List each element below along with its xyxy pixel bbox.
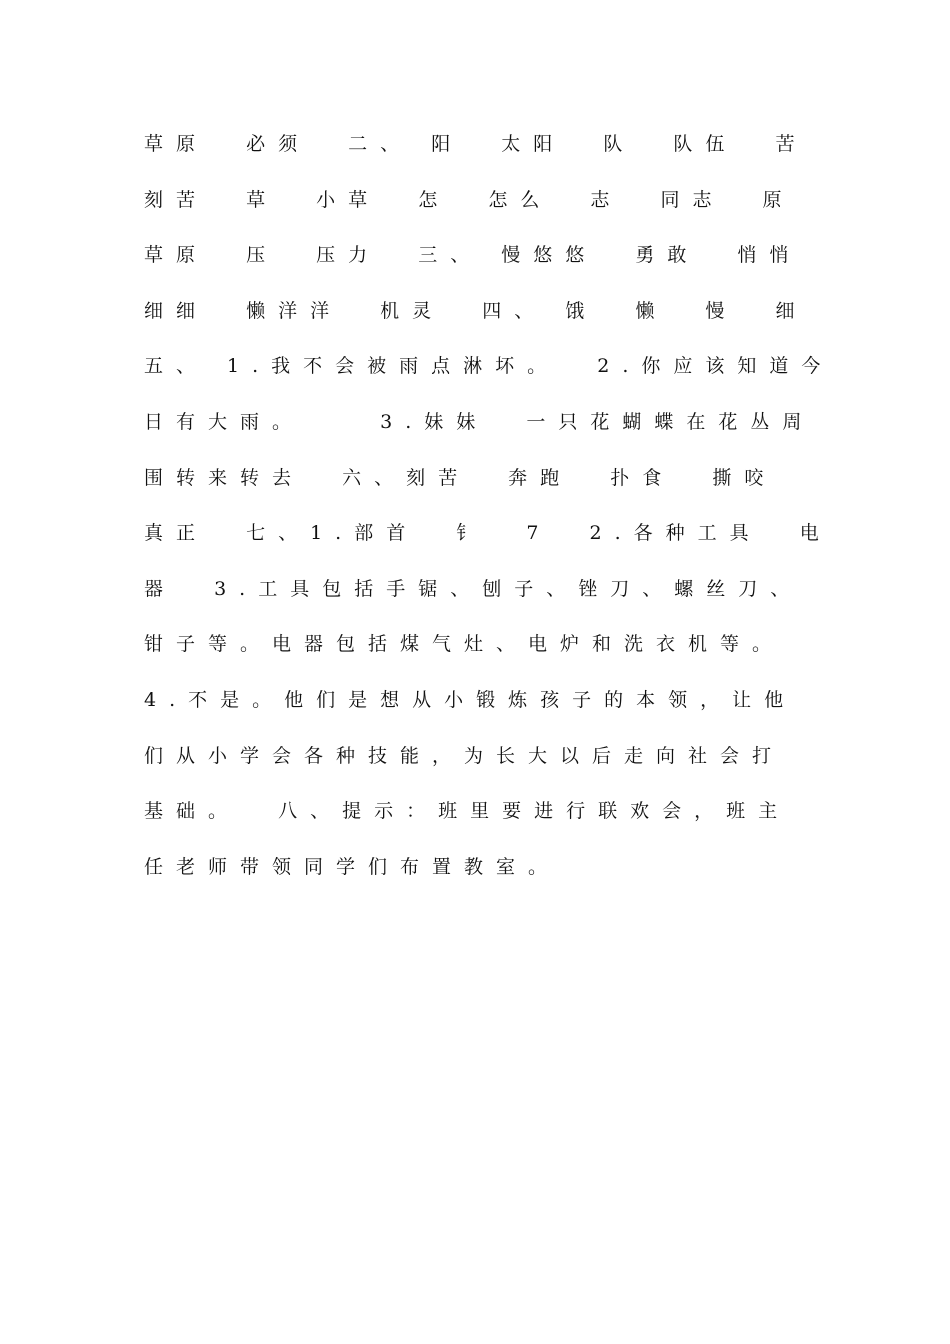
text-line-11: 4.不是。他们是想从小锻炼孩子的本领，让他 (144, 688, 797, 711)
text-line-1: 草原 必须 二、 阳 太阳 队 队伍 苦 (144, 133, 808, 155)
text-line-14: 任老师带领同学们布置教室。 (144, 855, 561, 878)
text-line-10: 钳子等。电器包括煤气灶、电炉和洗衣机等。 (144, 633, 785, 656)
text-line-9: 器 3.工具包括手锯、刨子、锉刀、螺丝刀、 (144, 577, 803, 600)
text-line-7: 围转来转去 六、刻苦 奔跑 扑食 撕咬 (144, 466, 777, 489)
text-line-6: 日有大雨。 3.妹妹 一只花蝴蝶在花丛周 (144, 410, 815, 433)
text-line-3: 草原 压 压力 三、 慢悠悠 勇敢 悄悄 (144, 244, 802, 267)
text-line-13: 基础。 八、提示：班里要进行联欢会，班主 (144, 800, 791, 823)
text-line-8: 真正 七、1.部首 钅 7 2.各种工具 电 (144, 522, 832, 545)
text-line-5: 五、 1.我不会被雨点淋坏。 2.你应该知道今 (144, 355, 834, 378)
text-line-4: 细细 懒洋洋 机灵 四、 饿 懒 慢 细 (144, 299, 808, 322)
answer-text-block (144, 120, 834, 898)
text-line-12: 们从小学会各种技能，为长大以后走向社会打 (144, 744, 785, 767)
text-line-2: 刻苦 草 小草 怎 怎么 志 同志 原 (144, 188, 795, 211)
